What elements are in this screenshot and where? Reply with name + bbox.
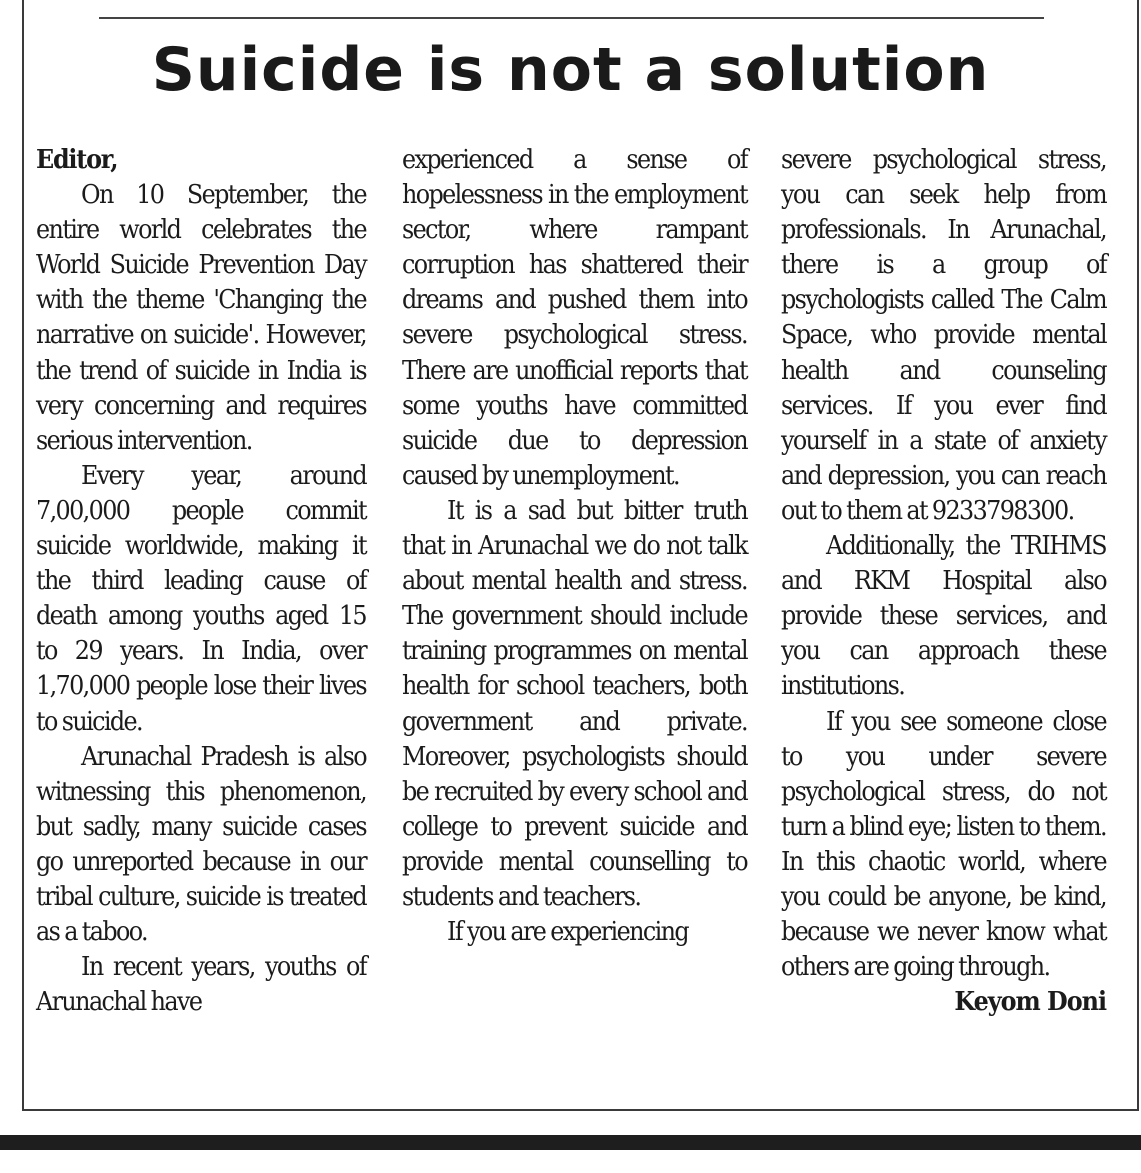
paragraph-4-continued: experienced a sense of hopelessness in the employment sector, where rampant corruption has shattered their dreams and pushed them into severe psychological stress. There are unofficial reports that some youths have committed suicide due to depression caused by unemployment. xyxy=(402,144,747,491)
bottom-bar xyxy=(0,1135,1141,1150)
column-2 xyxy=(402,142,747,1092)
headline: Suicide is not a solution xyxy=(151,35,990,105)
signature: Keyom Doni xyxy=(954,986,1106,1018)
paragraph-5: It is a sad but bitter truth that in Arunachal we do not talk about mental health and stress. The government should include training programmes on mental health for school teachers, both government and private. Moreover, psychologists should be recruited by every school and college to prevent suicide and provide mental counselling to students and teachers. xyxy=(402,494,747,912)
column-1 xyxy=(36,142,366,1092)
paragraph-6-continued: severe psychological stress, you can seek help from professionals. In Arunachal, there is a group of psychologists called The Calm Space, who provide mental health and counseling services. If you ever find yourself in a state of anxiety and depression, you can reach out to them at 9233798300. xyxy=(781,144,1106,526)
paragraph-4-start: In recent years, youths of Arunachal have xyxy=(36,951,366,1018)
paragraph-2: Every year, around 7,00,000 people commit suicide worldwide, making it the third leading cause of death among youths aged 15 to 29 years. In India, over 1,70,000 people lose their lives to suicide. xyxy=(36,459,366,737)
paragraph-7: Additionally, the TRIHMS and RKM Hospital also provide these services, and you can approach these institutions. xyxy=(781,530,1106,702)
column-3 xyxy=(781,142,1106,1092)
salutation: Editor, xyxy=(36,144,118,175)
paragraph-6-start: If you are experiencing xyxy=(447,916,689,948)
paragraph-3: Arunachal Pradesh is also witnessing this phenomenon, but sadly, many suicide cases go unreported because in our tribal culture, suicide is treated as a taboo. xyxy=(36,740,366,948)
paragraph-8: If you see someone close to you under severe psychological stress, do not turn a blind eye; listen to them. In this chaotic world, where you could be anyone, be kind, because we never know what others are going through. xyxy=(781,705,1106,983)
paragraph-1: On 10 September, the entire world celebrates the World Suicide Prevention Day with the theme 'Changing the narrative on suicide'. However, the trend of suicide in India is very concerning and requires serious intervention. xyxy=(36,179,366,456)
top-rule xyxy=(99,17,1044,19)
